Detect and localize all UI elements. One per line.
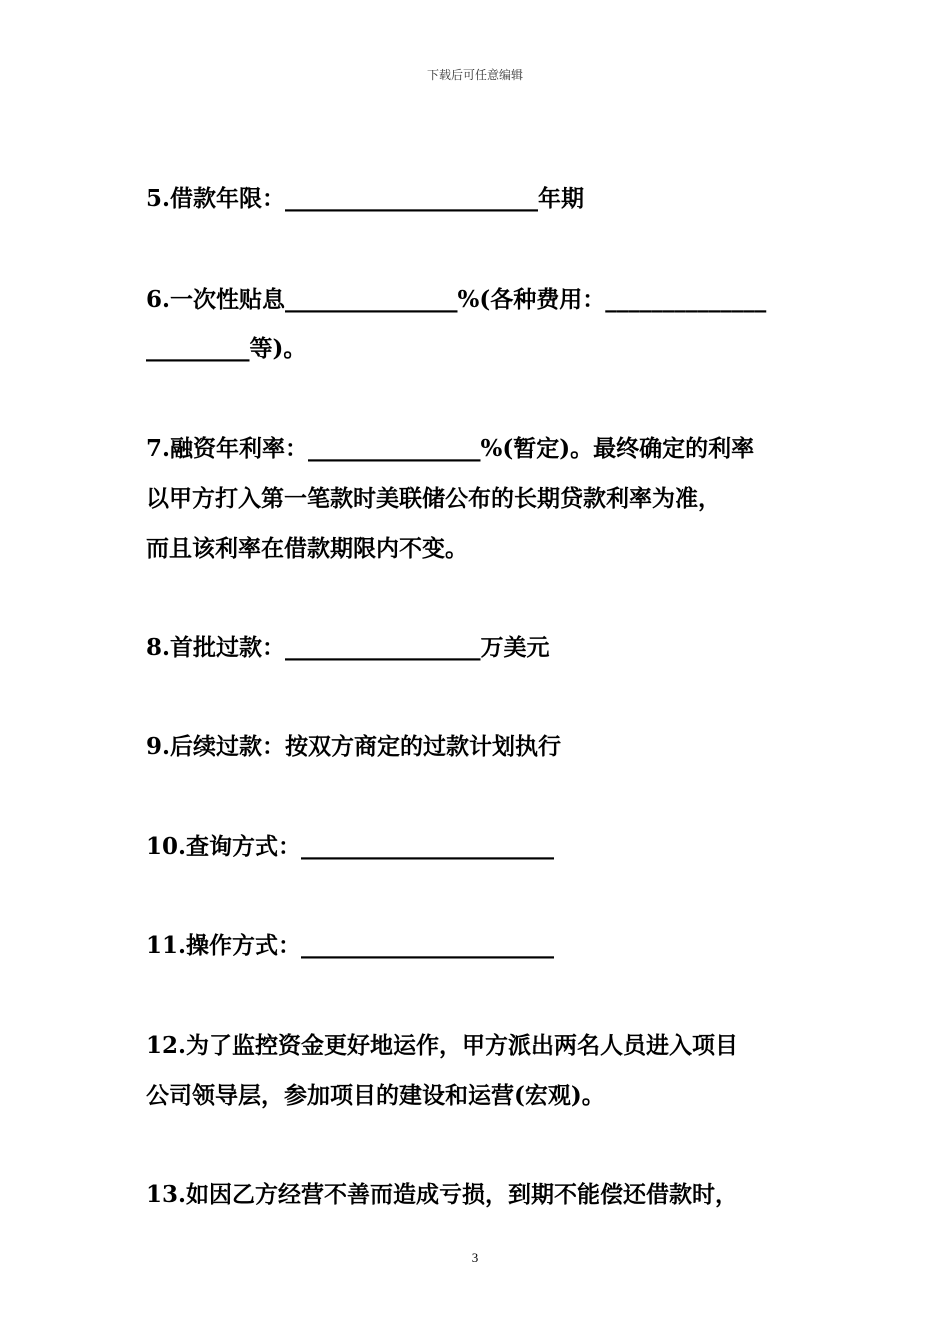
- page-number: 3: [471, 1250, 479, 1265]
- clause-6-discount-line1: 6.一次性贴息_______________%(各种费用：______________: [146, 286, 767, 313]
- clause-12-supervision-line2: 公司领导层，参加项目的建设和运营(宏观)。: [146, 1082, 605, 1109]
- clause-10-inquiry-method: 10.查询方式：______________________: [146, 833, 555, 860]
- clause-7-rate-line1: 7.融资年利率：_______________%(暂定)。最终确定的利率: [146, 435, 755, 462]
- clause-7-rate-line2: 以甲方打入第一笔款时美联储公布的长期贷款利率为准，: [146, 485, 721, 512]
- clause-8-first-payment: 8.首批过款：_________________万美元: [146, 634, 550, 661]
- clause-6-discount-line2: _________等)。: [146, 335, 307, 362]
- clause-5-loan-term: 5.借款年限：______________________年期: [146, 185, 585, 212]
- clause-13-loss-line1: 13.如因乙方经营不善而造成亏损，到期不能偿还借款时，: [146, 1181, 739, 1208]
- clause-12-supervision-line1: 12.为了监控资金更好地运作，甲方派出两名人员进入项目: [146, 1032, 739, 1059]
- clause-7-rate-line3: 而且该利率在借款期限内不变。: [146, 535, 468, 562]
- clause-11-operation-method: 11.操作方式：______________________: [146, 932, 555, 959]
- clause-9-subsequent-payment: 9.后续过款：按双方商定的过款计划执行: [146, 733, 562, 760]
- page-header-note: 下载后可任意编辑: [426, 68, 523, 82]
